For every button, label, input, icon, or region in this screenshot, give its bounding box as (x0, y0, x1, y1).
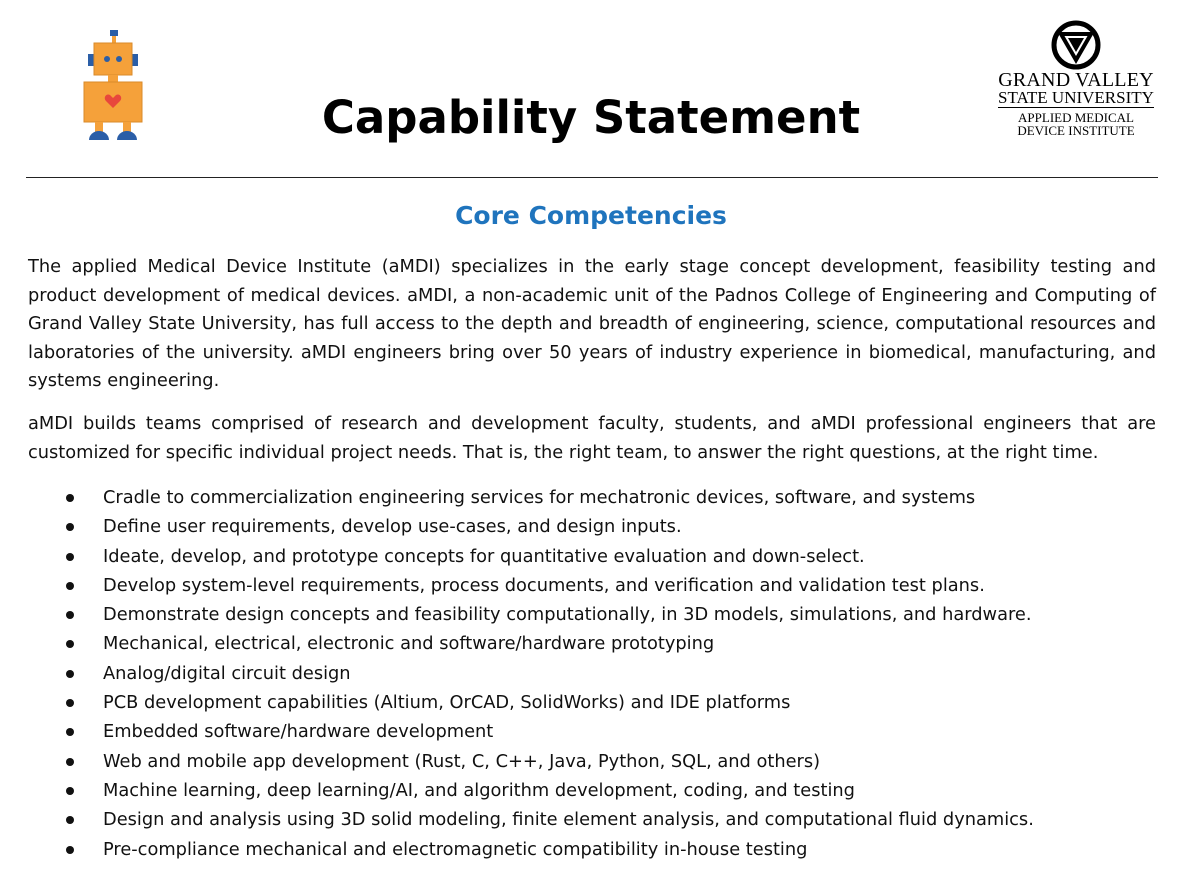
list-item-text: Design and analysis using 3D solid modeling, finite element analysis, and computational fluid dynamics. (103, 809, 1034, 831)
gvsu-logo (990, 20, 1162, 144)
bullet-icon (66, 494, 74, 502)
logo-line-grand-valley: GRAND VALLEY (998, 69, 1154, 91)
bullet-icon (66, 699, 74, 707)
list-item (62, 542, 1182, 571)
list-item-text: Mechanical, electrical, electronic and software/hardware prototyping (103, 633, 715, 655)
list-item-text: Cradle to commercialization engineering services for mechatronic devices, software, and systems (103, 487, 976, 508)
bullet-icon (66, 787, 74, 795)
competency-list (62, 483, 1182, 864)
bullet-icon (66, 758, 74, 766)
list-item (62, 835, 1182, 864)
bullet-icon (66, 523, 74, 531)
bullet-icon (66, 611, 74, 619)
bullet-icon (66, 728, 74, 736)
list-item (62, 571, 1182, 600)
list-item-text: Pre-compliance mechanical and electromagnetic compatibility in-house testing (103, 838, 808, 860)
bullet-icon (66, 553, 74, 561)
bullet-icon (66, 640, 74, 648)
list-item (62, 805, 1182, 834)
header (0, 0, 1198, 178)
bullet-icon (66, 846, 74, 854)
logo-line-applied-medical: APPLIED MEDICAL (1018, 110, 1134, 125)
list-item (62, 600, 1182, 629)
list-item-text: Demonstrate design concepts and feasibility computationally, in 3D models, simulations, and hardware. (103, 604, 1032, 626)
list-item-text: Machine learning, deep learning/AI, and algorithm development, coding, and testing (103, 779, 855, 801)
list-item (62, 512, 1182, 541)
bullet-icon (66, 816, 74, 824)
bullet-icon (66, 670, 74, 678)
list-item (62, 483, 1182, 512)
list-item-text: Define user requirements, develop use-cases, and design inputs. (103, 516, 682, 538)
bullet-icon (66, 582, 74, 590)
list-item-text: Web and mobile app development (Rust, C, C++, Java, Python, SQL, and others) (103, 750, 821, 772)
list-item-text: Ideate, develop, and prototype concepts for quantitative evaluation and down-select. (103, 545, 865, 567)
intro-paragraph: The applied Medical Device Institute (aMDI) specializes in the early stage concept development, feasibility testing and product development of medical devices. aMDI, a non-academic unit of the Padnos College of Engineering and Computing of Grand Valley State University, has full access to the depth and breadth of engineering, science, computational resources and laboratories of the university. aMDI engineers bring over 50 years of industry experience in biomedical, manufacturing, and systems engineering. (28, 256, 1156, 391)
list-item (62, 659, 1182, 688)
list-item (62, 776, 1182, 805)
list-item-text: Embedded software/hardware development (103, 721, 494, 743)
header-divider (26, 177, 1158, 178)
page-title: Capability Statement (321, 91, 861, 144)
list-item (62, 747, 1182, 776)
list-item-text: Analog/digital circuit design (103, 662, 351, 684)
gvsu-emblem-icon (1050, 20, 1102, 70)
list-item (62, 688, 1182, 717)
list-item (62, 717, 1182, 746)
list-item-text: Develop system-level requirements, process documents, and verification and validation test plans. (103, 574, 985, 596)
list-item-text: PCB development capabilities (Altium, OrCAD, SolidWorks) and IDE platforms (103, 692, 791, 714)
list-item (62, 629, 1182, 658)
logo-line-state-university: STATE UNIVERSITY (998, 88, 1154, 107)
logo-line-device-institute: DEVICE INSTITUTE (1017, 123, 1135, 138)
team-paragraph: aMDI builds teams comprised of research and development faculty, students, and aMDI professional engineers that are customized for specific individual project needs. That is, the right team, to answer the right questions, at the right time. (28, 413, 1156, 463)
section-heading: Core Competencies (455, 201, 727, 230)
